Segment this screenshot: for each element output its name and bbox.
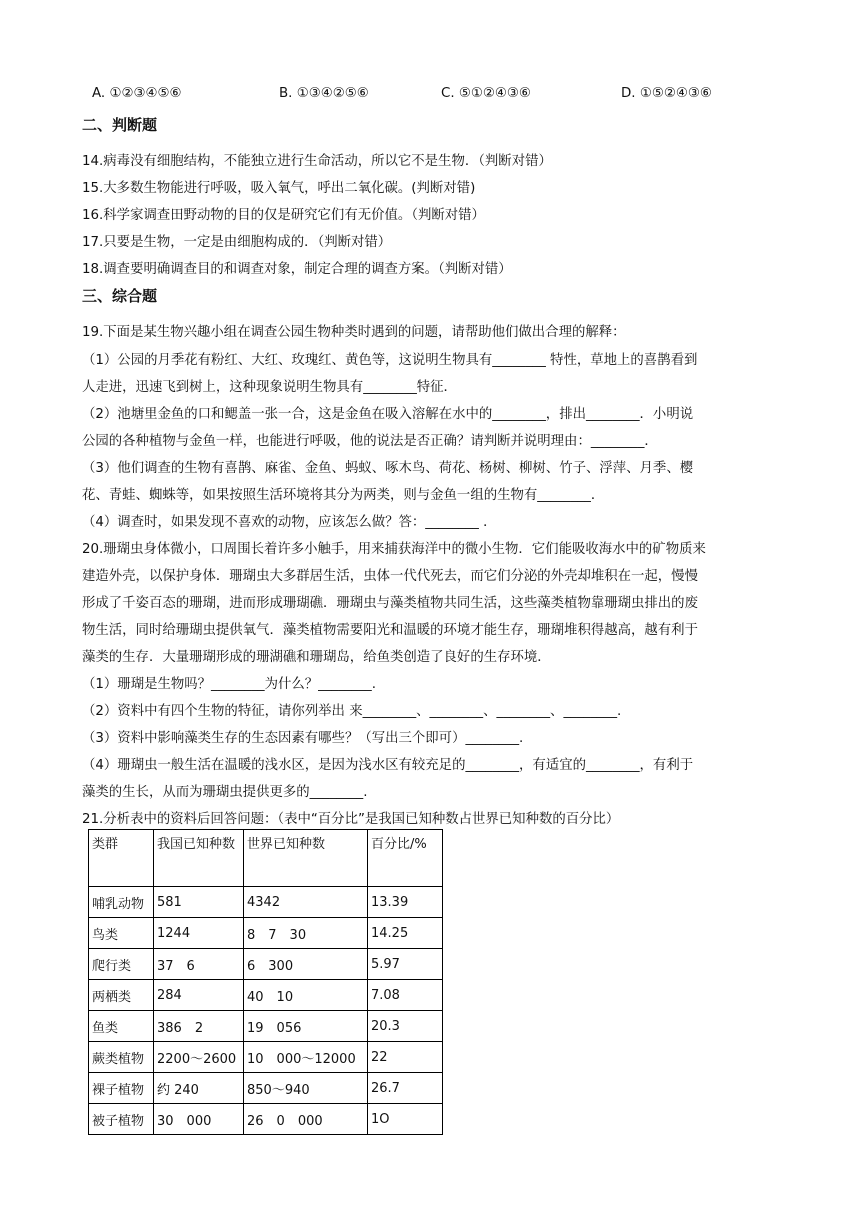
q19-part3-line2: 花、青蛙、蜘蛛等，如果按照生活环境将其分为两类，则与金鱼一组的生物有________． [82, 488, 605, 503]
table-header-cell: 类群 [89, 830, 154, 887]
table-cell: 10 000～12000 [244, 1042, 368, 1073]
q19-part4: （4）调查时，如果发现不喜欢的动物，应该怎么做？答：________ ． [82, 515, 497, 530]
table-cell: 284 [154, 980, 244, 1011]
table-cell: 2200～2600 [154, 1042, 244, 1073]
question-17: 17.只要是生物，一定是由细胞构成的．（判断对错） [82, 235, 392, 250]
table-cell: 6 300 [244, 949, 368, 980]
q20-part3: （3）资料中影响藻类生存的生态因素有哪些？（写出三个即可）________. [82, 731, 524, 746]
question-18: 18.调查要明确调查目的和调查对象，制定合理的调查方案。（判断对错） [82, 262, 512, 277]
q19-stem: 19.下面是某生物兴趣小组在调查公园生物种类时遇到的问题，请帮助他们做出合理的解释： [82, 325, 626, 340]
option-a: A. ①②③④⑤⑥ [92, 86, 182, 101]
q21-stem: 21.分析表中的资料后回答问题：（表中“百分比”是我国已知种数占世界已知种数的百分比） [82, 812, 620, 827]
option-c: C. ⑤①②④③⑥ [441, 86, 531, 101]
table-row [89, 980, 443, 1011]
q20-passage-line5: 藻类的生存．大量珊瑚形成的珊湖礁和珊瑚岛，给鱼类创造了良好的生存环境． [82, 650, 551, 665]
table-row [89, 887, 443, 918]
q20-passage-line1: 20.珊瑚虫身体微小，口周围长着许多小触手，用来捕获海洋中的微小生物．它们能吸收海水中的矿物质来 [82, 542, 706, 557]
table-cell: 13.39 [368, 887, 443, 918]
table-cell: 哺乳动物 [89, 887, 154, 918]
table-cell: 30 000 [154, 1104, 244, 1135]
section-2-title: 二、判断题 [82, 116, 158, 134]
table-cell: 40 10 [244, 980, 368, 1011]
q20-part4-line1: （4）珊瑚虫一般生活在温暖的浅水区，是因为浅水区有较充足的________，有适宜的________，有利于 [82, 758, 694, 773]
q20-passage-line4: 物生活，同时给珊瑚虫提供氧气．藻类植物需要阳光和温暖的环境才能生存，珊瑚堆积得越高，越有利于 [82, 623, 698, 638]
question-15: 15.大多数生物能进行呼吸，吸入氧气，呼出二氧化碳。(判断对错) [82, 181, 476, 196]
table-row [89, 949, 443, 980]
table-row [89, 1011, 443, 1042]
table-cell: 5.97 [368, 949, 443, 980]
table-cell: 鱼类 [89, 1011, 154, 1042]
table-cell: 26 0 000 [244, 1104, 368, 1135]
table-cell: 4342 [244, 887, 368, 918]
q20-part2: （2）资料中有四个生物的特征，请你列举出 来________、________、________、________. [82, 704, 622, 719]
q19-part3-line1: （3）他们调查的生物有喜鹊、麻雀、金鱼、蚂蚁、啄木鸟、荷花、杨树、柳树、竹子、浮萍、月季、樱 [82, 461, 694, 476]
table-cell: 20.3 [368, 1011, 443, 1042]
table-cell: 1O [368, 1104, 443, 1135]
table-cell: 7.08 [368, 980, 443, 1011]
q19-part1-line1: （1）公园的月季花有粉红、大红、玫瑰红、黄色等，这说明生物具有________ 特性，草地上的喜鹊看到 [82, 353, 698, 368]
table-cell: 裸子植物 [89, 1073, 154, 1104]
table-row [89, 918, 443, 949]
table-cell: 蕨类植物 [89, 1042, 154, 1073]
table-cell: 14.25 [368, 918, 443, 949]
question-16: 16.科学家调查田野动物的目的仅是研究它们有无价值。（判断对错） [82, 208, 485, 223]
question-14: 14.病毒没有细胞结构，不能独立进行生命活动，所以它不是生物．（判断对错） [82, 154, 552, 169]
table-cell: 581 [154, 887, 244, 918]
section-3-title: 三、综合题 [82, 287, 158, 305]
table-header-cell: 百分比/% [368, 830, 443, 887]
species-table [88, 829, 443, 1135]
table-cell: 两栖类 [89, 980, 154, 1011]
table-cell: 26.7 [368, 1073, 443, 1104]
q19-part2-line2: 公园的各种植物与金鱼一样，也能进行呼吸，他的说法是否正确？请判断并说明理由：________． [82, 434, 658, 449]
table-cell: 22 [368, 1042, 443, 1073]
table-header-row [89, 830, 443, 887]
table-row [89, 1042, 443, 1073]
q20-passage-line3: 形成了千姿百态的珊瑚，进而形成珊瑚礁．珊瑚虫与藻类植物共同生活，这些藻类植物靠珊瑚虫排出的废 [82, 596, 698, 611]
option-b: B. ①③④②⑤⑥ [279, 86, 369, 101]
q20-part1: （1）珊瑚是生物吗？________为什么？________. [82, 677, 376, 692]
table-row [89, 1104, 443, 1135]
table-cell: 约 240 [154, 1073, 244, 1104]
q20-passage-line2: 建造外壳，以保护身体．珊瑚虫大多群居生活，虫体一代代死去，而它们分泌的外壳却堆积在一起，慢慢 [82, 569, 698, 584]
q19-part1-line2: 人走进，迅速飞到树上，这种现象说明生物具有________特征． [82, 380, 457, 395]
table-cell: 8 7 30 [244, 918, 368, 949]
table-cell: 850～940 [244, 1073, 368, 1104]
table-header-cell: 世界已知种数 [244, 830, 368, 887]
table-cell: 37 6 [154, 949, 244, 980]
table-cell: 鸟类 [89, 918, 154, 949]
table-cell: 1244 [154, 918, 244, 949]
q19-part2-line1: （2）池塘里金鱼的口和鳃盖一张一合，这是金鱼在吸入溶解在水中的________，排出________．小明说 [82, 407, 694, 422]
table-cell: 被子植物 [89, 1104, 154, 1135]
table-cell: 386 2 [154, 1011, 244, 1042]
q20-part4-line2: 藻类的生长，从而为珊瑚虫提供更多的________. [82, 785, 368, 800]
table-cell: 爬行类 [89, 949, 154, 980]
table-row [89, 1073, 443, 1104]
option-d: D. ①⑤②④③⑥ [621, 86, 712, 101]
table-header-cell: 我国已知种数 [154, 830, 244, 887]
table-cell: 19 056 [244, 1011, 368, 1042]
q13-options [92, 86, 792, 106]
